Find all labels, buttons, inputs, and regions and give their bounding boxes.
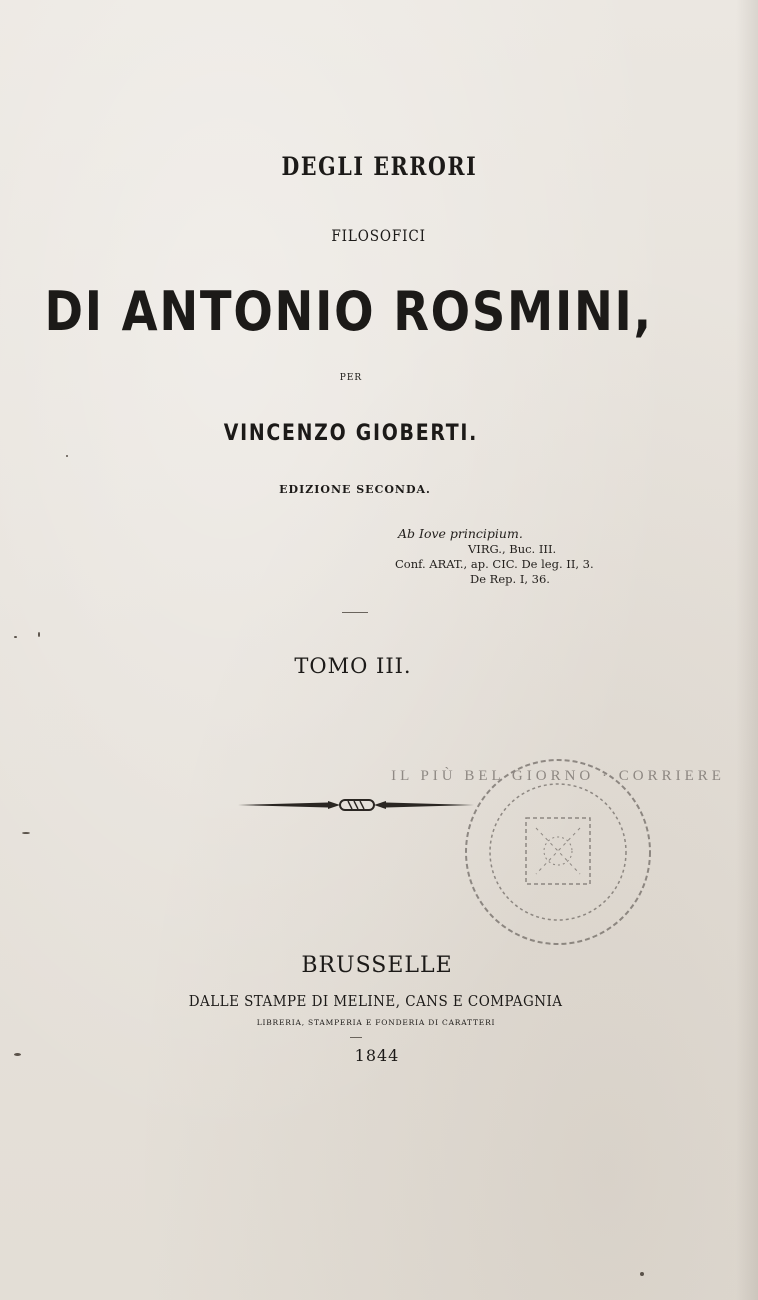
divider-rule	[342, 612, 368, 613]
paper-speck	[66, 455, 68, 457]
epigraph-ref-1: VIRG., Buc. III.	[468, 542, 557, 556]
paper-speck	[22, 832, 30, 834]
page-edge-shadow	[736, 0, 758, 1300]
imprint-publisher: DALLE STAMPE DI MELINE, CANS E COMPAGNIA	[189, 992, 563, 1010]
paper-speck	[14, 636, 17, 638]
imprint-city: BRUSSELLE	[301, 953, 453, 978]
library-stamp-icon	[391, 752, 725, 952]
paper-speck	[14, 1053, 21, 1056]
edition-label: EDIZIONE SECONDA.	[279, 483, 431, 496]
printer-ornament-icon	[238, 795, 478, 815]
imprint-year: 1844	[354, 1046, 400, 1065]
author-name: VINCENZO GIOBERTI.	[223, 421, 479, 446]
epigraph-ref-2: Conf. ARAT., ap. CIC. De leg. II, 3.	[395, 557, 594, 571]
title-line-3: DI ANTONIO ROSMINI,	[44, 280, 654, 343]
epigraph-quote: Ab Iove principium.	[398, 526, 523, 541]
imprint-rule	[350, 1037, 362, 1038]
volume-number: TOMO III.	[294, 654, 412, 678]
byline-per: PER	[339, 373, 363, 383]
title-line-2: FILOSOFICI	[331, 226, 427, 245]
epigraph-ref-3: De Rep. I, 36.	[470, 572, 550, 586]
paper-speck	[38, 632, 40, 637]
svg-text:IL PIÙ BEL GIORNO · CORRIERE: IL PIÙ BEL GIORNO · CORRIERE	[391, 768, 725, 784]
paper-speck	[640, 1272, 644, 1276]
title-line-1: DEGLI ERRORI	[281, 152, 477, 181]
imprint-trade: LIBRERIA, STAMPERIA E FONDERIA DI CARATTERI	[256, 1018, 496, 1027]
